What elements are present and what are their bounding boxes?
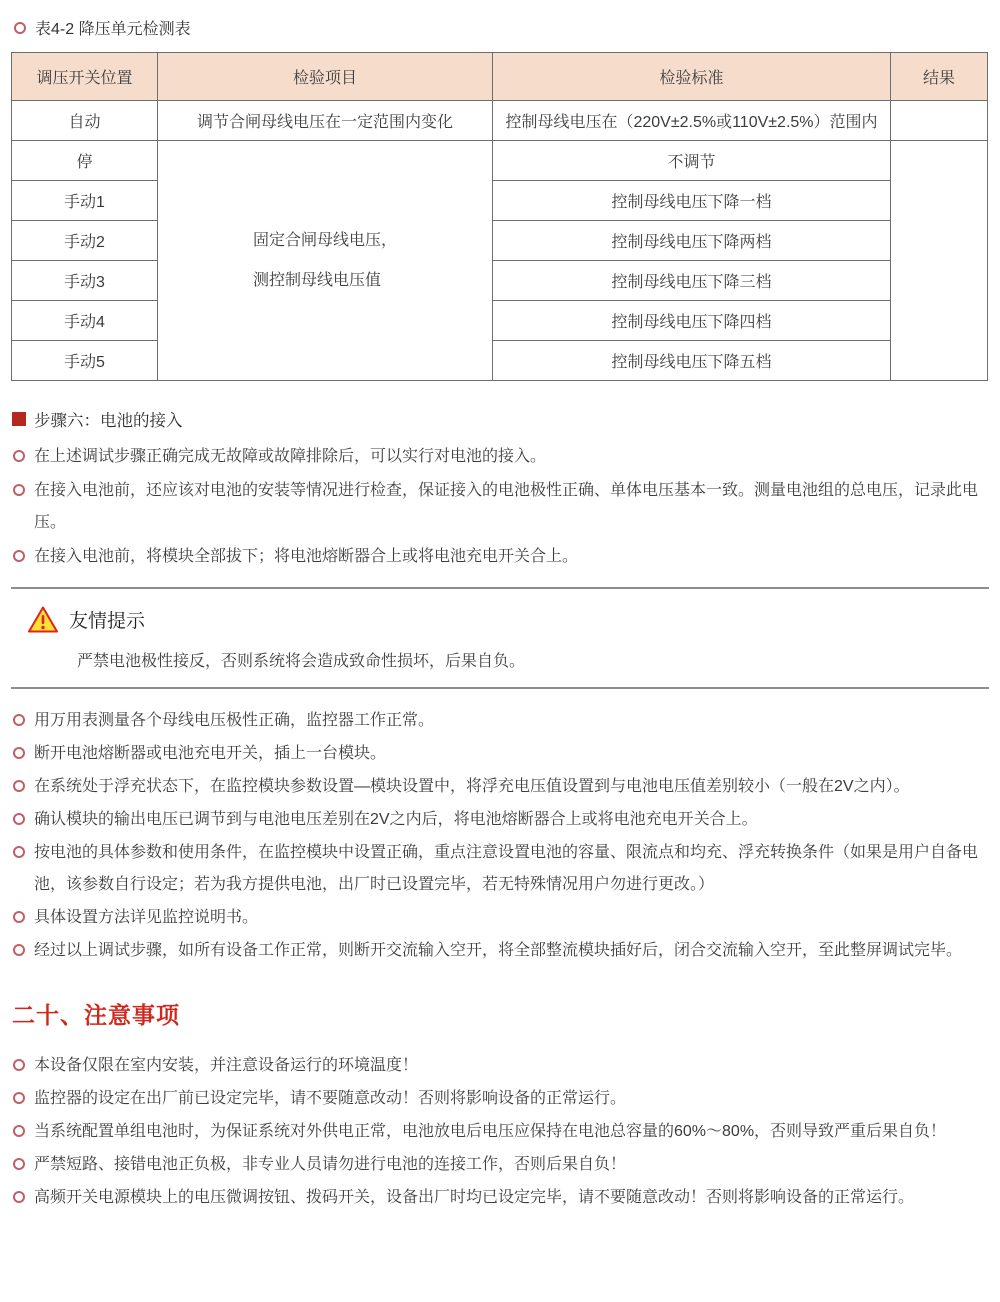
- debug-bullet: [12, 935, 989, 967]
- bullet-text: 在接入电池前，将模块全部拔下；将电池熔断器合上或将电池充电开关合上。: [34, 548, 579, 565]
- bullet-text: 经过以上调试步骤，如所有设备工作正常，则断开交流输入空开，将全部整流模块插好后，闭合交流输入空开，至此整屏调试完毕。: [34, 942, 963, 959]
- divider: [11, 587, 989, 589]
- cell-position: 手动5: [12, 341, 158, 381]
- table-header-row: [12, 53, 988, 101]
- bullet-text: 断开电池熔断器或电池充电开关，插上一台模块。: [34, 745, 387, 762]
- circle-bullet-icon: [13, 747, 25, 759]
- cell-standard: 控制母线电压在（220V±2.5%或110V±2.5%）范围内: [493, 101, 891, 141]
- circle-bullet-icon: [13, 1125, 25, 1137]
- cell-position: 手动2: [12, 221, 158, 261]
- cell-item-merged: [158, 141, 493, 381]
- step6-bullet: [12, 541, 989, 573]
- cell-position: 手动4: [12, 301, 158, 341]
- bullet-text: 具体设置方法详见监控说明书。: [34, 909, 259, 926]
- table-row: [12, 101, 988, 141]
- circle-bullet-icon: [13, 484, 25, 496]
- circle-bullet-icon: [13, 1158, 25, 1170]
- cell-standard: 控制母线电压下降五档: [493, 341, 891, 381]
- debug-bullet: [12, 705, 989, 737]
- cell-standard: 不调节: [493, 141, 891, 181]
- debug-bullet: [12, 804, 989, 836]
- circle-bullet-icon: [14, 22, 26, 34]
- cell-position: 手动3: [12, 261, 158, 301]
- cell-position: 停: [12, 141, 158, 181]
- bullet-text: 在上述调试步骤正确完成无故障或故障排除后，可以实行对电池的接入。: [34, 448, 547, 465]
- table-row: [12, 141, 988, 181]
- circle-bullet-icon: [13, 714, 25, 726]
- cell-result: [891, 101, 988, 141]
- debug-bullet: [12, 738, 989, 770]
- step6-heading-label: 步骤六：电池的接入: [34, 412, 183, 430]
- step6-heading: [12, 407, 989, 431]
- warning-header: [28, 606, 989, 633]
- header-switch-position: 调压开关位置: [12, 53, 158, 101]
- bullet-text: 在系统处于浮充状态下，在监控模块参数设置—模块设置中，将浮充电压值设置到与电池电压值差别较小（一般在2V之内）。: [34, 778, 910, 795]
- bullet-text: 监控器的设定在出厂前已设定完毕，请不要随意改动！否则将影响设备的正常运行。: [34, 1090, 627, 1107]
- circle-bullet-icon: [13, 911, 25, 923]
- header-test-item: 检验项目: [158, 53, 493, 101]
- table-caption: [14, 16, 989, 39]
- cell-position: 手动1: [12, 181, 158, 221]
- warning-text: 严禁电池极性接反，否则系统将会造成致命性损坏，后果自负。: [77, 653, 526, 670]
- warning-icon: [28, 606, 58, 633]
- header-result: 结果: [891, 53, 988, 101]
- circle-bullet-icon: [13, 1191, 25, 1203]
- cell-position: 自动: [12, 101, 158, 141]
- bullet-text: 在接入电池前，还应该对电池的安装等情况进行检查，保证接入的电池极性正确、单体电压基本一致。测量电池组的总电压，记录此电压。: [34, 482, 979, 531]
- notice-bullet: [12, 1149, 989, 1181]
- warning-title: 友情提示: [69, 611, 146, 632]
- bullet-text: 高频开关电源模块上的电压微调按钮、拨码开关，设备出厂时均已设定完毕，请不要随意改动！否则将影响设备的正常运行。: [34, 1189, 915, 1206]
- circle-bullet-icon: [13, 550, 25, 562]
- circle-bullet-icon: [13, 780, 25, 792]
- cell-standard: 控制母线电压下降两档: [493, 221, 891, 261]
- step-down-test-table: [11, 52, 988, 381]
- cell-standard: 控制母线电压下降三档: [493, 261, 891, 301]
- step6-bullet: [12, 441, 989, 473]
- notice-bullet: [12, 1182, 989, 1214]
- bullet-text: 按电池的具体参数和使用条件，在监控模块中设置正确，重点注意设置电池的容量、限流点和均充、浮充转换条件（如果是用户自备电池，该参数自行设定；若为我方提供电池，出厂时已设置完毕，若无特殊情况用户勿进行更改。）: [34, 844, 979, 893]
- step6-bullet: [12, 475, 989, 539]
- table-caption-label: 表4-2 降压单元检测表: [35, 21, 191, 38]
- cell-item: 调节合闸母线电压在一定范围内变化: [158, 101, 493, 141]
- debug-bullet: [12, 837, 989, 901]
- cell-standard: 控制母线电压下降一档: [493, 181, 891, 221]
- merged-item-text: [253, 221, 397, 301]
- bullet-text: 严禁短路、接错电池正负极，非专业人员请勿进行电池的连接工作，否则后果自负！: [34, 1156, 627, 1173]
- header-test-standard: 检验标准: [493, 53, 891, 101]
- debug-bullet: [12, 902, 989, 934]
- bullet-text: 用万用表测量各个母线电压极性正确，监控器工作正常。: [34, 712, 435, 729]
- notice-bullet: [12, 1116, 989, 1148]
- circle-bullet-icon: [13, 846, 25, 858]
- notice-bullet: [12, 1050, 989, 1082]
- cell-result-merged: [891, 141, 988, 381]
- bullet-text: 当系统配置单组电池时，为保证系统对外供电正常，电池放电后电压应保持在电池总容量的60%～80%，否则导致严重后果自负！: [34, 1123, 947, 1140]
- bullet-text: 确认模块的输出电压已调节到与电池电压差别在2V之内后，将电池熔断器合上或将电池充电开关合上。: [34, 811, 758, 828]
- notice-bullet: [12, 1083, 989, 1115]
- divider: [11, 687, 989, 689]
- circle-bullet-icon: [13, 1092, 25, 1104]
- cell-standard: 控制母线电压下降四档: [493, 301, 891, 341]
- debug-bullet: [12, 771, 989, 803]
- bullet-text: 本设备仅限在室内安装，并注意设备运行的环境温度！: [34, 1057, 419, 1074]
- circle-bullet-icon: [13, 450, 25, 462]
- circle-bullet-icon: [13, 1059, 25, 1071]
- notice-heading: 二十、注意事项: [12, 1002, 180, 1028]
- square-bullet-icon: [12, 412, 26, 426]
- merged-item-line2: 测控制母线电压值: [252, 271, 381, 289]
- merged-item-line1: 固定合闸母线电压，: [252, 231, 397, 249]
- circle-bullet-icon: [13, 944, 25, 956]
- circle-bullet-icon: [13, 813, 25, 825]
